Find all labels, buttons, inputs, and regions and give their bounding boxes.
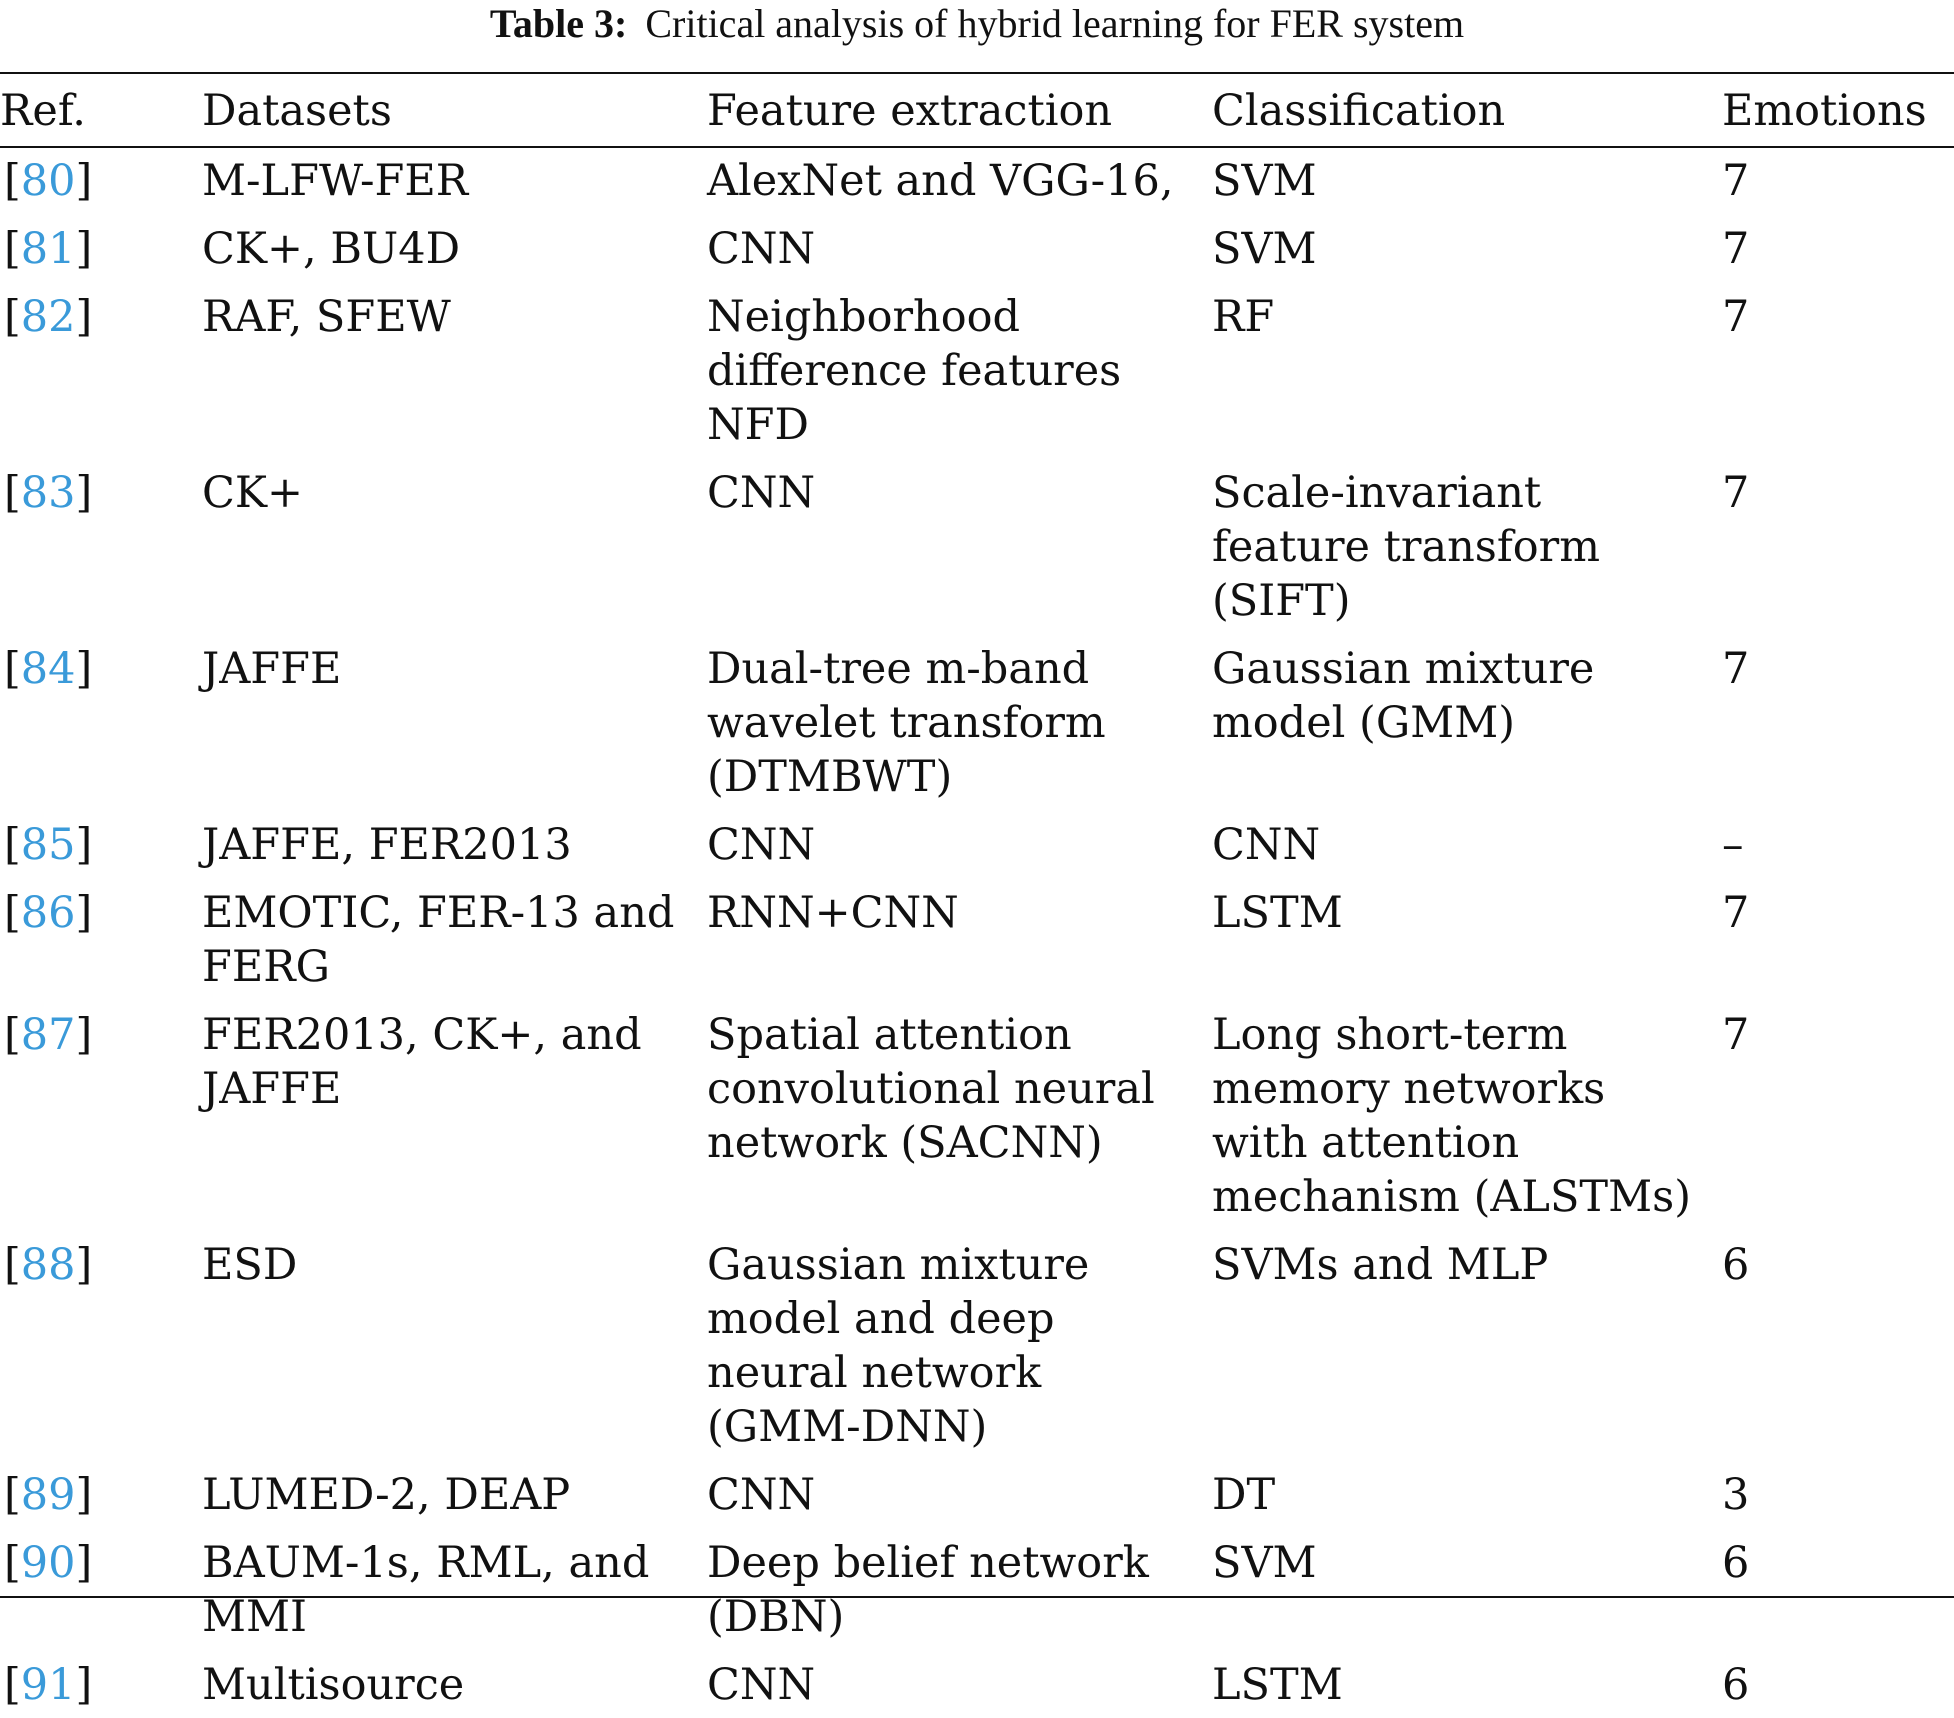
ref-close-bracket: ] <box>75 644 93 694</box>
datasets-cell: FER2013, CK+, and JAFFE <box>202 1010 642 1114</box>
feature-extraction-cell: CNN <box>707 1470 816 1520</box>
ref-cell <box>0 1460 202 1528</box>
reference-link[interactable]: 89 <box>20 1470 76 1520</box>
ref-open-bracket: [ <box>4 820 21 870</box>
emotions-cell: – <box>1722 820 1744 870</box>
datasets-cell: EMOTIC, FER-13 and FERG <box>202 888 675 992</box>
header-ref: Ref. <box>0 86 86 136</box>
table-row <box>0 1528 1954 1650</box>
ref-open-bracket: [ <box>4 224 21 274</box>
reference-link[interactable]: 82 <box>20 292 76 342</box>
emotions-cell: 7 <box>1722 1010 1750 1060</box>
feature-extraction-cell: CNN <box>707 468 816 518</box>
datasets-cell: JAFFE <box>202 644 342 694</box>
caption-label: Table 3: <box>489 1 628 46</box>
table-row <box>0 1650 1954 1718</box>
classification-cell: CNN <box>1212 820 1321 870</box>
table-row <box>0 282 1954 458</box>
reference-link[interactable]: 86 <box>20 888 76 938</box>
ref-close-bracket: ] <box>75 1010 93 1060</box>
emotions-cell: 7 <box>1722 156 1750 206</box>
classification-cell: Gaussian mixture model (GMM) <box>1212 644 1595 748</box>
ref-close-bracket: ] <box>75 1660 93 1710</box>
ref-close-bracket: ] <box>75 1470 93 1520</box>
ref-cell <box>0 810 202 878</box>
caption-text: Critical analysis of hybrid learning for FER system <box>645 1 1465 46</box>
ref-open-bracket: [ <box>4 1538 21 1588</box>
datasets-cell: CK+ <box>202 468 304 518</box>
classification-cell: Scale-invariant feature transform (SIFT) <box>1212 468 1601 626</box>
ref-open-bracket: [ <box>4 1010 21 1060</box>
emotions-cell: 3 <box>1722 1470 1750 1520</box>
ref-close-bracket: ] <box>75 820 93 870</box>
ref-open-bracket: [ <box>4 156 21 206</box>
top-rule <box>0 72 1954 74</box>
reference-link[interactable]: 83 <box>20 468 76 518</box>
header-row <box>0 76 1954 146</box>
ref-close-bracket: ] <box>75 1538 93 1588</box>
feature-extraction-cell: CNN <box>707 1660 816 1710</box>
emotions-cell: 7 <box>1722 888 1750 938</box>
emotions-cell: 7 <box>1722 224 1750 274</box>
emotions-cell: 7 <box>1722 644 1750 694</box>
table-row <box>0 634 1954 810</box>
datasets-cell: ESD <box>202 1240 298 1290</box>
hybrid-learning-table <box>0 76 1954 1718</box>
ref-close-bracket: ] <box>75 224 93 274</box>
reference-link[interactable]: 87 <box>20 1010 76 1060</box>
table-row <box>0 214 1954 282</box>
classification-cell: SVM <box>1212 156 1317 206</box>
ref-open-bracket: [ <box>4 888 21 938</box>
emotions-cell: 7 <box>1722 292 1750 342</box>
datasets-cell: LUMED-2, DEAP <box>202 1470 571 1520</box>
ref-open-bracket: [ <box>4 468 21 518</box>
reference-link[interactable]: 88 <box>20 1240 76 1290</box>
feature-extraction-cell: Dual-tree m-band wavelet transform (DTMBWT) <box>707 644 1106 802</box>
reference-link[interactable]: 85 <box>20 820 76 870</box>
emotions-cell: 6 <box>1722 1660 1750 1710</box>
feature-extraction-cell: AlexNet and VGG-16, <box>707 156 1174 206</box>
datasets-cell: RAF, SFEW <box>202 292 451 342</box>
classification-cell: DT <box>1212 1470 1276 1520</box>
ref-close-bracket: ] <box>75 292 93 342</box>
header-datasets: Datasets <box>202 86 392 136</box>
ref-cell <box>0 282 202 350</box>
feature-extraction-cell: Gaussian mixture model and deep neural network (GMM-DNN) <box>707 1240 1090 1452</box>
ref-open-bracket: [ <box>4 1240 21 1290</box>
ref-cell <box>0 458 202 526</box>
datasets-cell: Multisource <box>202 1660 465 1710</box>
table-row <box>0 146 1954 214</box>
ref-cell <box>0 1650 202 1718</box>
table-caption <box>0 0 1954 60</box>
feature-extraction-cell: Spatial attention convolutional neural network (SACNN) <box>707 1010 1155 1168</box>
ref-open-bracket: [ <box>4 1470 21 1520</box>
header-classification: Classification <box>1212 86 1506 136</box>
classification-cell: SVM <box>1212 224 1317 274</box>
table-row <box>0 1460 1954 1528</box>
table-row <box>0 878 1954 1000</box>
reference-link[interactable]: 91 <box>20 1660 76 1710</box>
table-body <box>0 146 1954 1718</box>
ref-cell <box>0 1000 202 1068</box>
table-row <box>0 1000 1954 1230</box>
ref-open-bracket: [ <box>4 644 21 694</box>
reference-link[interactable]: 81 <box>20 224 76 274</box>
classification-cell: LSTM <box>1212 888 1343 938</box>
ref-close-bracket: ] <box>75 1240 93 1290</box>
header-emotions: Emotions <box>1722 86 1927 136</box>
feature-extraction-cell: Neighborhood difference features NFD <box>707 292 1122 450</box>
datasets-cell: JAFFE, FER2013 <box>202 820 572 870</box>
datasets-cell: CK+, BU4D <box>202 224 461 274</box>
table-row <box>0 810 1954 878</box>
reference-link[interactable]: 90 <box>20 1538 76 1588</box>
classification-cell: SVM <box>1212 1538 1317 1588</box>
ref-cell <box>0 1528 202 1596</box>
ref-cell <box>0 1230 202 1298</box>
classification-cell: SVMs and MLP <box>1212 1240 1549 1290</box>
classification-cell: RF <box>1212 292 1275 342</box>
emotions-cell: 7 <box>1722 468 1750 518</box>
classification-cell: LSTM <box>1212 1660 1343 1710</box>
emotions-cell: 6 <box>1722 1240 1750 1290</box>
reference-link[interactable]: 80 <box>20 156 76 206</box>
header-feature-extraction: Feature extraction <box>707 86 1113 136</box>
table-row <box>0 1230 1954 1460</box>
ref-cell <box>0 214 202 282</box>
reference-link[interactable]: 84 <box>20 644 76 694</box>
feature-extraction-cell: CNN <box>707 820 816 870</box>
ref-open-bracket: [ <box>4 1660 21 1710</box>
table-header <box>0 76 1954 146</box>
ref-close-bracket: ] <box>75 468 93 518</box>
ref-cell <box>0 634 202 702</box>
ref-close-bracket: ] <box>75 156 93 206</box>
classification-cell: Long short-term memory networks with attention mechanism (ALSTMs) <box>1212 1010 1691 1222</box>
ref-open-bracket: [ <box>4 292 21 342</box>
datasets-cell: M-LFW-FER <box>202 156 469 206</box>
ref-cell <box>0 146 202 214</box>
feature-extraction-cell: RNN+CNN <box>707 888 959 938</box>
datasets-cell: BAUM-1s, RML, and MMI <box>202 1538 650 1642</box>
feature-extraction-cell: Deep belief network (DBN) <box>707 1538 1149 1642</box>
ref-cell <box>0 878 202 946</box>
table-row <box>0 458 1954 634</box>
feature-extraction-cell: CNN <box>707 224 816 274</box>
emotions-cell: 6 <box>1722 1538 1750 1588</box>
ref-close-bracket: ] <box>75 888 93 938</box>
